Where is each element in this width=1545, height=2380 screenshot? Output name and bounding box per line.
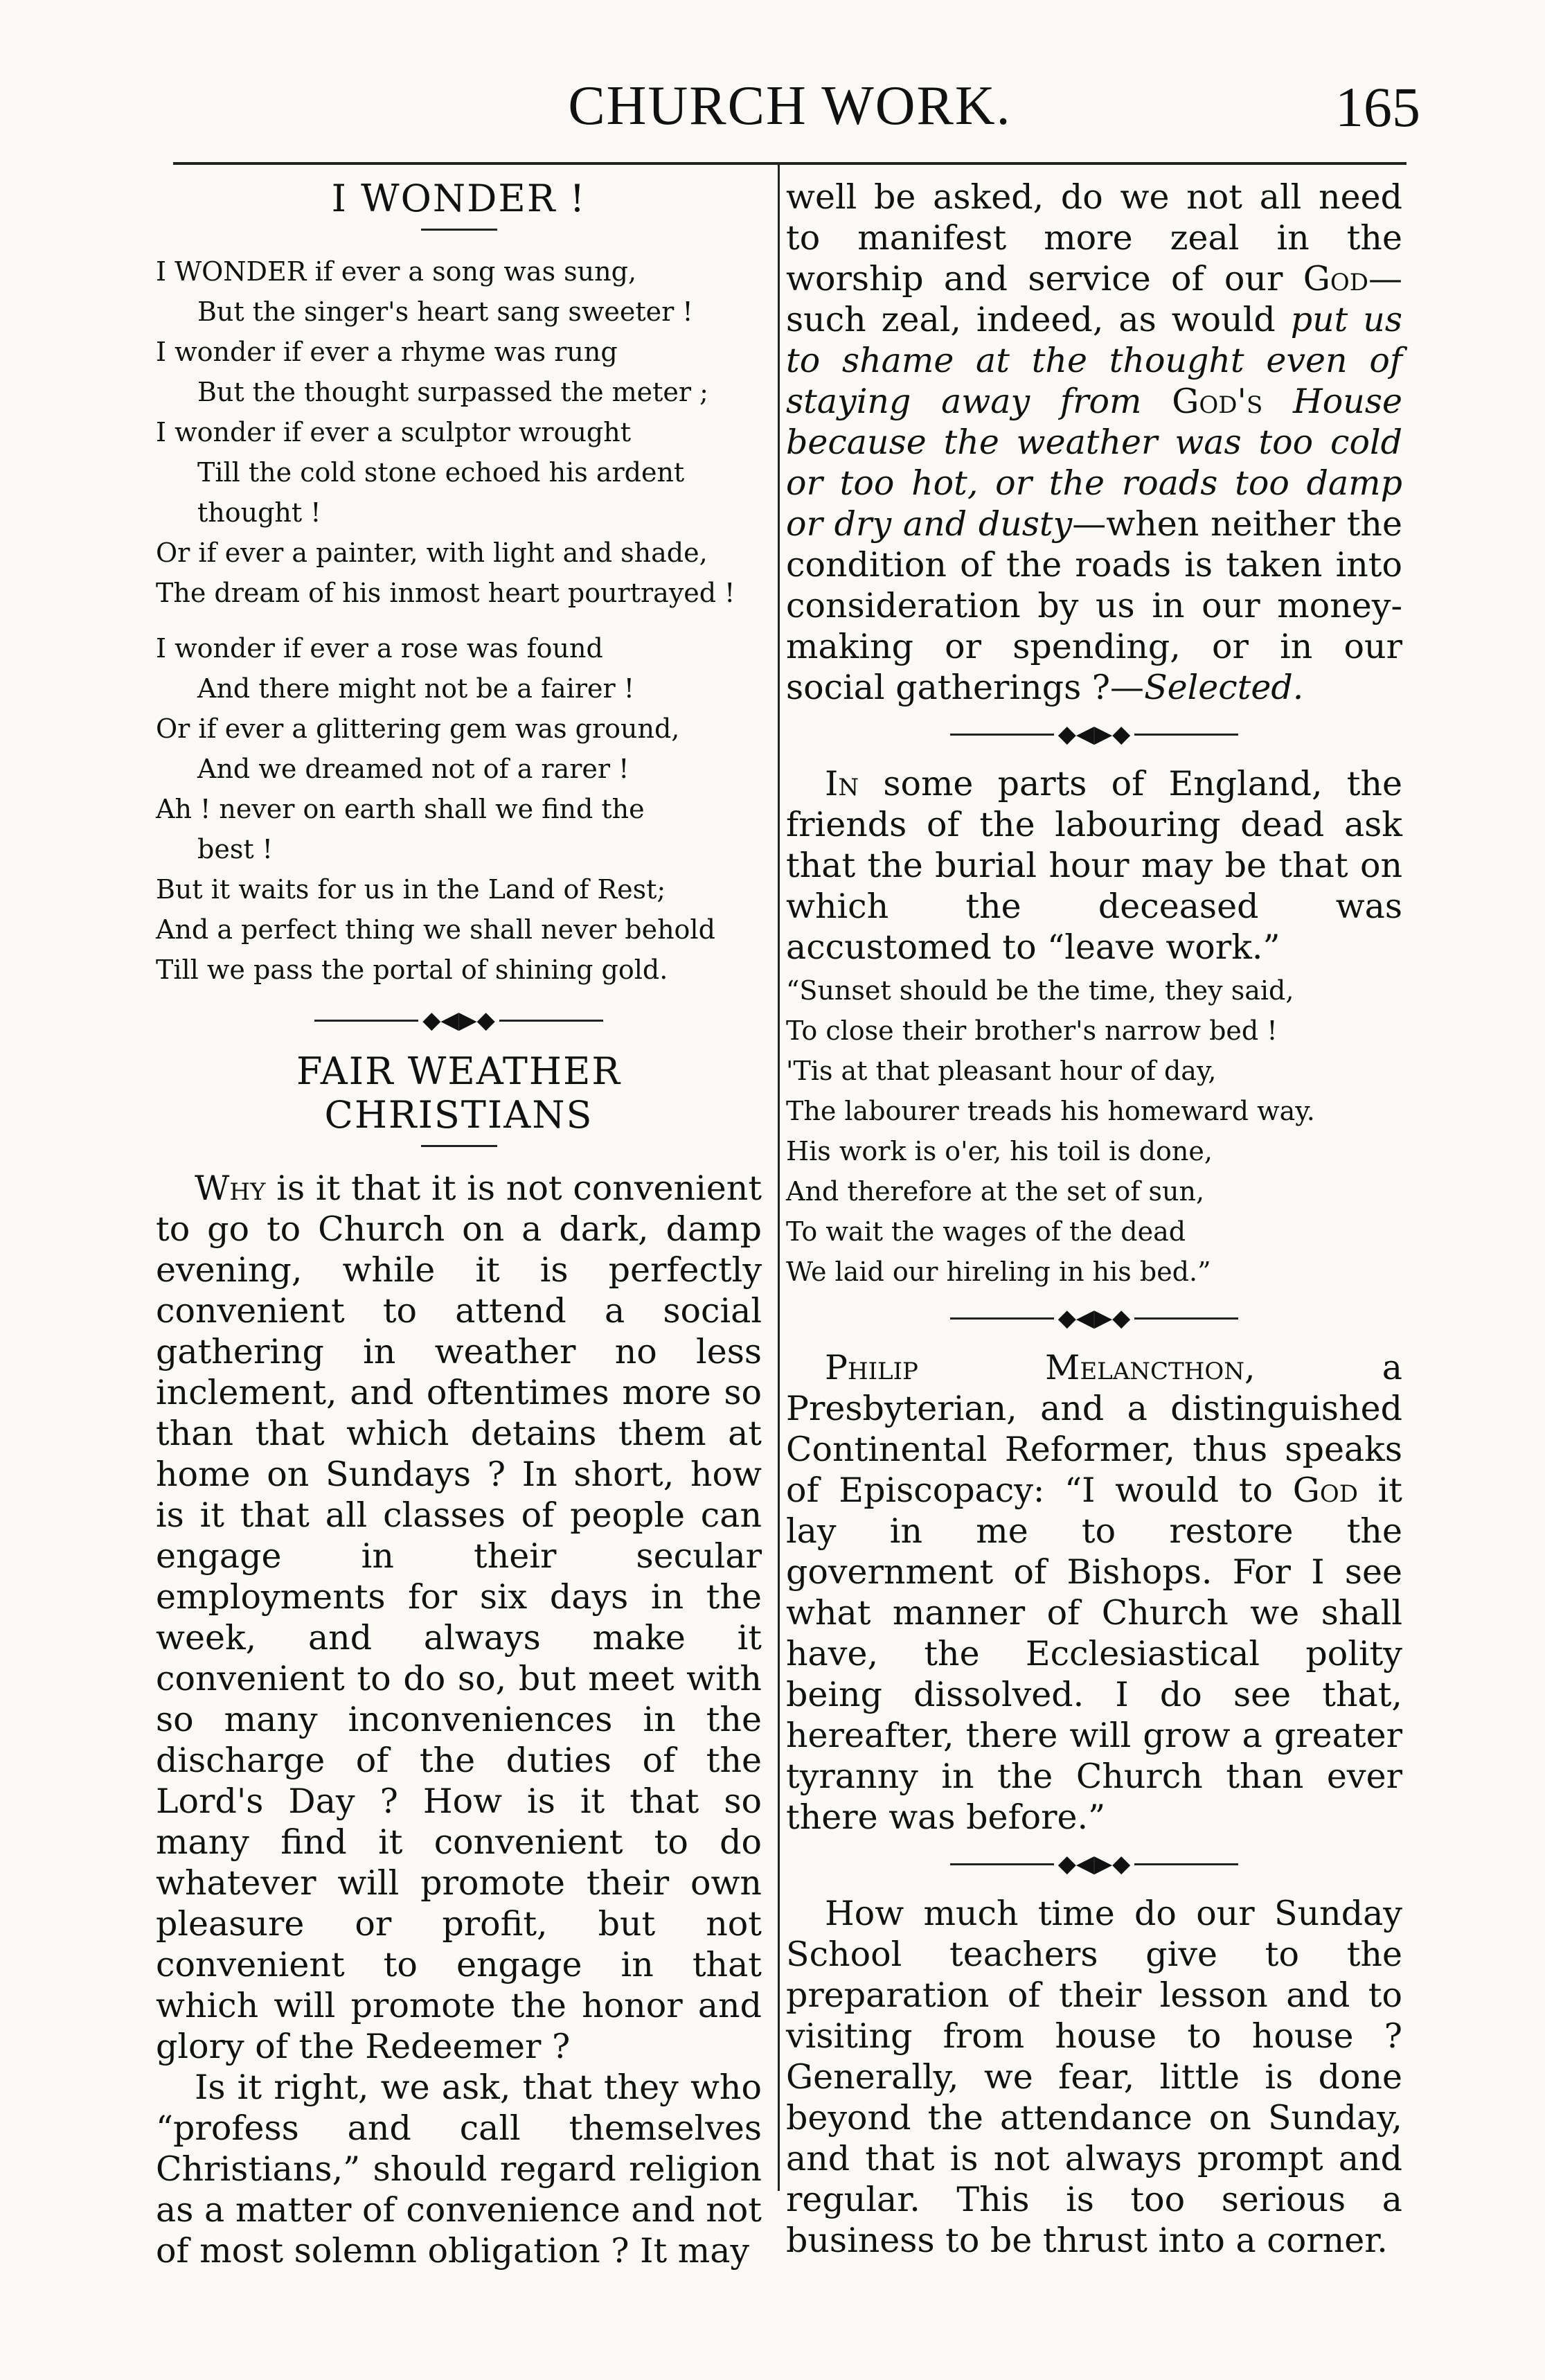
- poem-line: But the singer's heart sang sweeter !: [197, 296, 693, 327]
- poem-line: Or if ever a glittering gem was ground,: [156, 713, 680, 744]
- section-ornament: [156, 1005, 762, 1034]
- right-column: [786, 177, 1402, 2261]
- drop-word: Why: [195, 1169, 266, 1208]
- article-paragraph-1: Why is it that it is not convenient to go to Church on a dark, damp evening, while it is perfectly convenient to attend a social gathering in weather no less inclement, and oftentimes more so than that which detains them at home on Sundays ? In short, how is it that all classes of people can engage in their secular employments for six days in the week, and always make it convenient to do so, but meet with so many inconveniences in the discharge of the duties of the Lord's Day ? How is it that so many find it convenient to do whatever will promote their own pleasure or profit, but not convenient to engage in that which will promote the honor and glory of the Redeemer ?: [156, 1169, 762, 2066]
- poem-line: Ah ! never on earth shall we find the: [156, 794, 645, 824]
- sunday-school-paragraph: How much time do our Sunday School teachers give to the preparation of their lesson and to visiting from house to house ? Generally, we fear, little is done beyond the attendance on Sunday, and that is not always prompt and regular. This is too serious a business to be thrust into a corner.: [786, 1894, 1402, 2260]
- melancthon-paragraph: Philip Melancthon, a Presbyterian, and a distinguished Continental Reformer, thus speaks of Episcopacy: “I would to God it lay in me to restore the government of Bishops. For I see what manner of Church we shall have, the Ecclesiastical polity being dissolved. I do see that, hereafter, there will grow a greater tyranny in the Church than ever there was before.”: [786, 1348, 1402, 1837]
- poem-line: I WONDER if ever a song was sung,: [156, 256, 637, 287]
- poem-line: I wonder if ever a sculptor wrought: [156, 417, 631, 447]
- verse-line: 'Tis at that pleasant hour of day,: [786, 1056, 1217, 1086]
- poem-line: And a perfect thing we shall never behold: [156, 914, 715, 945]
- verse-line: The labourer treads his homeward way.: [786, 1096, 1315, 1126]
- poem-line: best !: [197, 834, 273, 864]
- verse-line: To close their brother's narrow bed !: [786, 1015, 1278, 1046]
- verse-line: And therefore at the set of sun,: [786, 1176, 1205, 1207]
- burial-verse: [786, 970, 1402, 1292]
- poem-title: I WONDER !: [331, 177, 587, 220]
- verse-line: His work is o'er, his toil is done,: [786, 1136, 1213, 1166]
- poem-line: The dream of his inmost heart pourtrayed !: [156, 578, 735, 608]
- column-divider: [778, 165, 780, 2191]
- section-ornament: ◆◀▶◆: [786, 1849, 1402, 1878]
- poem-line: Or if ever a painter, with light and shade,: [156, 538, 708, 568]
- section-ornament: ◆◀▶◆: [786, 719, 1402, 748]
- ornament-glyph: ◆◀▶◆: [422, 1006, 495, 1034]
- running-title: CHURCH WORK.: [568, 76, 1012, 136]
- poem-line: But the thought surpassed the meter ;: [197, 377, 708, 407]
- verse-line: “Sunset should be the time, they said,: [786, 975, 1294, 1006]
- poem-line: But it waits for us in the Land of Rest;: [156, 874, 666, 905]
- poem-line: thought !: [197, 497, 321, 528]
- article-continuation: well be asked, do we not all need to manifest more zeal in the worship and service of our God—such zeal, indeed, as would put us to shame at the thought even of staying away from God's House because the weather was too cold or too hot, or the roads too damp or dry and dusty—when neither the condition of the roads is taken into consideration by us in our money-making or spending, or in our social gatherings ?—Selected.: [786, 177, 1402, 707]
- left-column: [156, 177, 762, 2271]
- poem-line: I wonder if ever a rose was found: [156, 633, 603, 664]
- title-rule: [421, 1145, 497, 1147]
- header-rule: [173, 162, 1406, 165]
- title-rule: [421, 229, 497, 231]
- poem-line: Till the cold stone echoed his ardent: [197, 457, 685, 488]
- poem-stanza-1: [156, 251, 762, 613]
- article-title: FAIR WEATHER CHRISTIANS: [296, 1049, 622, 1137]
- poem-line: And we dreamed not of a rarer !: [197, 754, 629, 784]
- verse-line: We laid our hireling in his bed.”: [786, 1256, 1211, 1287]
- running-head: [159, 75, 1420, 151]
- poem: [156, 251, 762, 990]
- burial-paragraph: In some parts of England, the friends of the labouring dead ask that the burial hour may be that on which the deceased was accustomed to “leave work.”: [786, 764, 1403, 967]
- poem-line: And there might not be a fairer !: [197, 673, 634, 704]
- section-ornament: ◆◀▶◆: [786, 1303, 1402, 1332]
- poem-line: I wonder if ever a rhyme was rung: [156, 337, 618, 367]
- poem-stanza-2: [156, 628, 762, 990]
- poem-line: Till we pass the portal of shining gold.: [156, 954, 668, 985]
- article-paragraph-2: Is it right, we ask, that they who “profess and call themselves Christians,” should regard religion as a matter of convenience and not of most solemn obligation ? It may: [156, 2068, 762, 2271]
- page-number: 165: [1335, 76, 1420, 139]
- verse-line: To wait the wages of the dead: [786, 1216, 1186, 1247]
